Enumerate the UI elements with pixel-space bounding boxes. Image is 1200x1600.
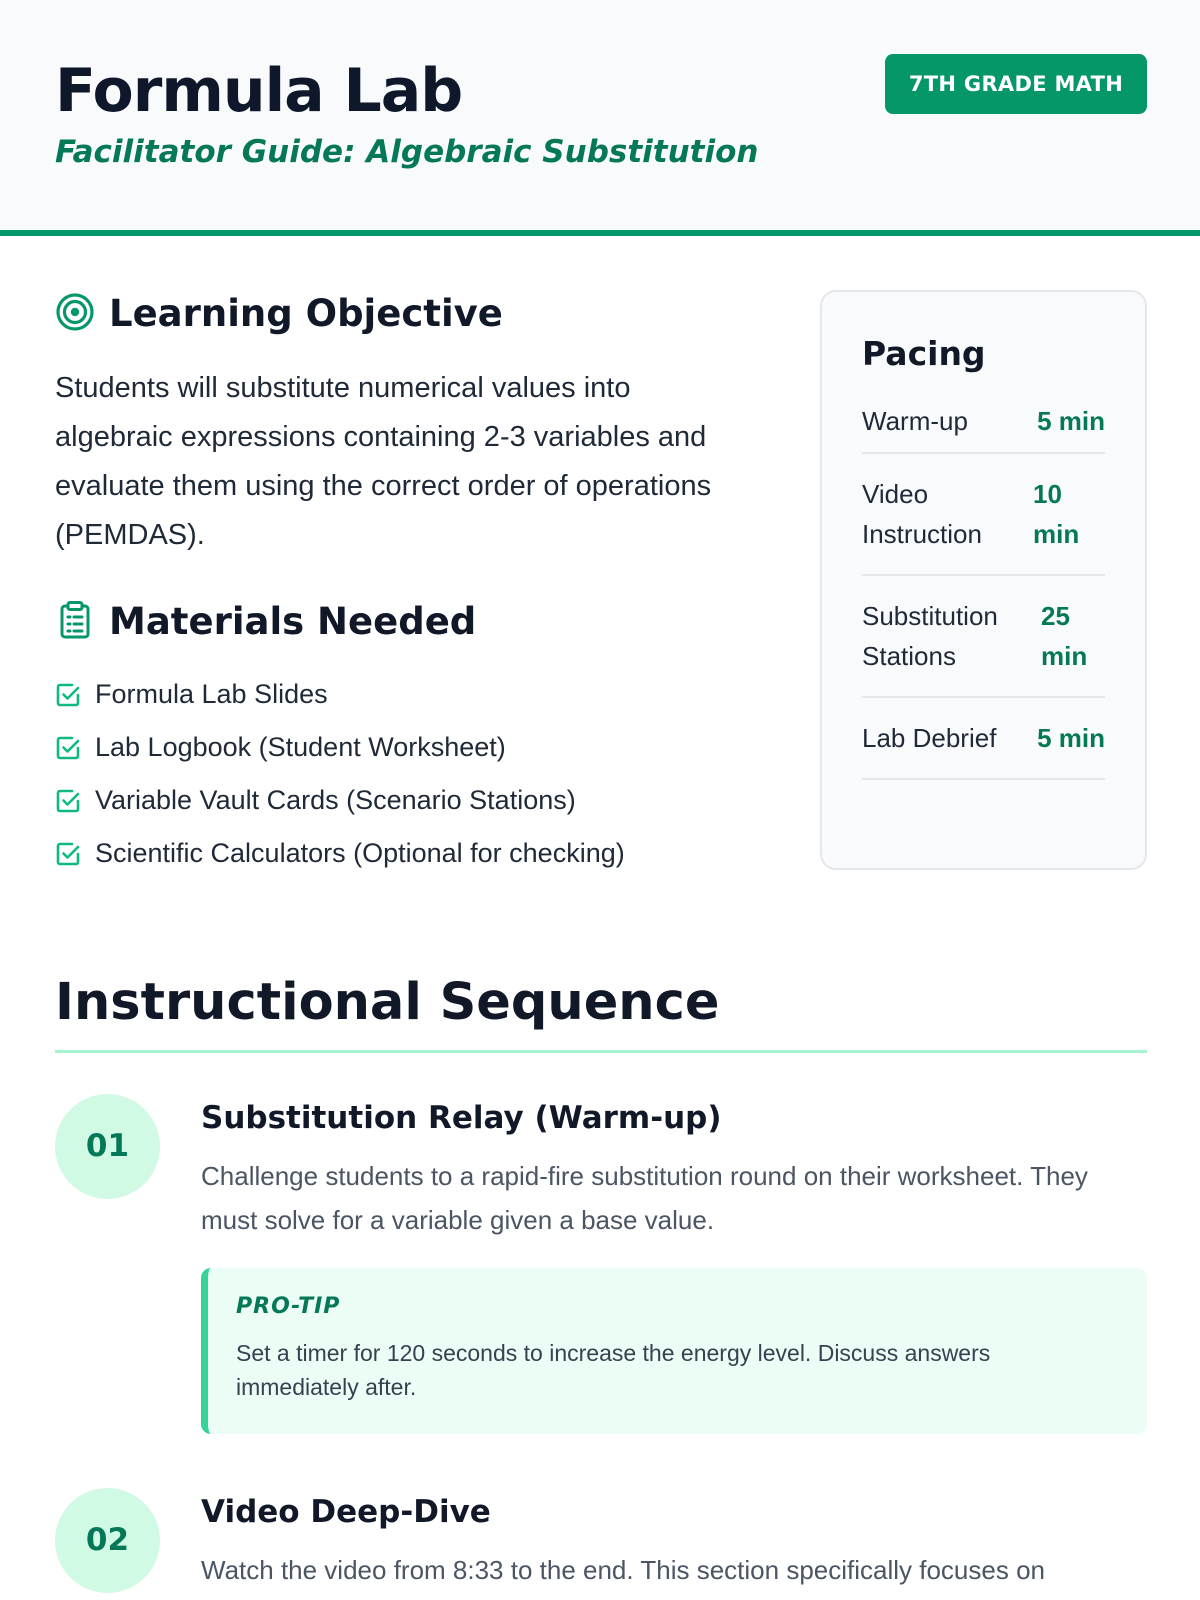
checkbox-checked-icon [55,682,81,708]
pacing-row-substitution-stations [862,576,1105,698]
step-title: Video Deep-Dive [201,1494,491,1530]
step-number-badge: 02 [55,1488,160,1593]
pacing-row-video-instruction [862,454,1105,576]
pacing-row-label: Video Instruction [862,479,982,549]
pacing-heading: Pacing [862,334,986,373]
list-item [55,668,625,721]
objective-text: Students will substitute numerical values into algebraic expressions containing 2-3 variables and evaluate them using the correct order of operations (PEMDAS). [55,372,712,551]
pacing-row-label: Warm-up [862,406,968,436]
materials-list [55,668,625,880]
list-item-label: Lab Logbook (Student Worksheet) [95,732,506,762]
checkbox-checked-icon [55,735,81,761]
pacing-card [820,290,1147,870]
sequence-divider [55,1050,1147,1053]
pro-tip-callout [201,1268,1147,1434]
list-item-label: Variable Vault Cards (Scenario Stations) [95,785,576,815]
objective-heading [55,292,503,336]
step-description: Watch the video from 8:33 to the end. This section specifically focuses on [201,1555,1045,1585]
pro-tip-text: Set a timer for 120 seconds to increase the energy level. Discuss answers immediately after. [236,1340,991,1400]
pro-tip-label: PRO-TIP [236,1294,341,1319]
list-item [55,827,625,880]
step-title: Substitution Relay (Warm-up) [201,1100,722,1136]
list-item [55,774,625,827]
target-icon [55,292,95,332]
list-item-label: Formula Lab Slides [95,679,328,709]
page-subtitle: Facilitator Guide: Algebraic Substitution [55,134,759,170]
materials-heading-text: Materials Needed [109,600,477,643]
checkbox-checked-icon [55,788,81,814]
pacing-row-warm-up [862,390,1105,454]
pacing-row-label: Lab Debrief [862,723,997,753]
checkbox-checked-icon [55,841,81,867]
step-description: Challenge students to a rapid-fire substitution round on their worksheet. They must solve for a variable given a base value. [201,1161,1088,1235]
page-title: Formula Lab [55,56,463,126]
grade-badge: 7TH GRADE MATH [885,54,1147,114]
list-item [55,721,625,774]
list-item-label: Scientific Calculators (Optional for checking) [95,838,625,868]
pacing-row-lab-debrief [862,698,1105,780]
materials-heading [55,600,476,644]
pacing-row-value: 10 min [1033,479,1080,549]
pacing-row-value: 25 min [1041,601,1088,671]
page-header [0,0,1200,236]
pacing-row-value: 5 min [1037,723,1105,753]
pacing-row-value: 5 min [1037,406,1105,436]
pacing-row-label: Substitution Stations [862,601,998,671]
clipboard-icon [55,600,95,640]
sequence-heading: Instructional Sequence [55,973,720,1032]
step-number-badge: 01 [55,1094,160,1199]
objective-heading-text: Learning Objective [109,292,503,335]
